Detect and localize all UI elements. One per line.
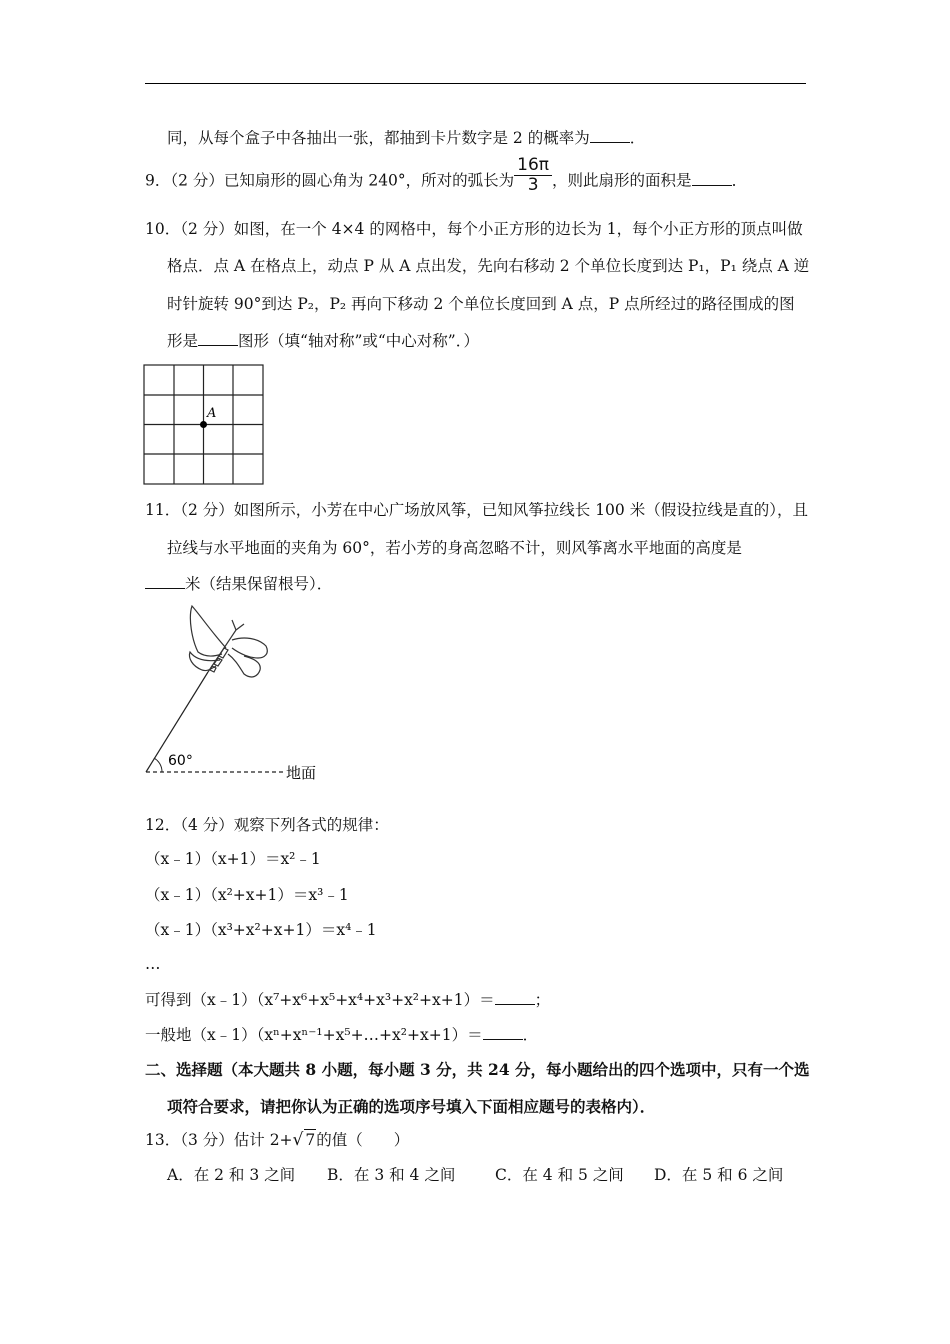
answer-blank[interactable]: [483, 1025, 523, 1040]
point-a-dot: [200, 421, 207, 428]
answer-blank[interactable]: [692, 171, 732, 186]
equation-2: （x﹣1）（x²+x+1）＝x³﹣1: [145, 886, 349, 904]
angle-label: 60°: [168, 753, 193, 769]
question-11-line2: 拉线与水平地面的夹角为 60°，若小芳的身高忽略不计，则风筝离水平地面的高度是: [167, 539, 742, 557]
sqrt-icon: √: [292, 1130, 304, 1150]
grid-figure: [143, 364, 265, 486]
kite-figure: [140, 600, 360, 785]
point-a-label: A: [207, 406, 217, 421]
question-9: 9．（2 分）已知扇形的圆心角为 240°，所对的弧长为 $\frac{16\pi}{3}$ ，则此扇形的面积是 ．: [145, 155, 748, 195]
question-10-line3: 时针旋转 90°到达 P₂，P₂ 再向下移动 2 个单位长度回到 A 点，P 点所经过的路径围成的图: [167, 295, 795, 313]
answer-blank[interactable]: [198, 331, 238, 346]
option-d[interactable]: D．在 5 和 6 之间: [654, 1166, 784, 1184]
question-12-ask-2: 一般地（x﹣1）（xⁿ+xⁿ⁻¹+x⁵+…+x²+x+1）＝ ．: [145, 1026, 539, 1044]
question-13: 13．（3 分）估计 2+√ 7的值（ ）: [145, 1130, 410, 1150]
option-b[interactable]: B．在 3 和 4 之间: [327, 1166, 456, 1184]
section-2-heading-line2: 项符合要求，请把你认为正确的选项序号填入下面相应题号的表格内）．: [167, 1097, 656, 1116]
equation-1: （x﹣1）（x+1）＝x²﹣1: [145, 850, 321, 868]
radicand: 7: [305, 1131, 316, 1149]
option-c[interactable]: C．在 4 和 5 之间: [495, 1166, 624, 1184]
question-12-ask-1: 可得到（x﹣1）（x⁷+x⁶+x⁵+x⁴+x³+x²+x+1）＝ ；: [145, 991, 551, 1009]
header-rule: [145, 83, 806, 84]
question-10-line2: 格点．点 A 在格点上，动点 P 从 A 点出发，先向右移动 2 个单位长度到达 P₁，P₁ 绕点 A 逆: [167, 257, 810, 275]
option-a[interactable]: A．在 2 和 3 之间: [167, 1166, 296, 1184]
butterfly-kite-icon: [190, 606, 268, 677]
answer-blank[interactable]: [590, 128, 630, 143]
question-11-line3: 米（结果保留根号）．: [145, 574, 332, 594]
ground-label: 地面: [286, 764, 317, 782]
ellipsis: …: [145, 955, 161, 973]
section-2-heading-line1: 二、选择题（本大题共 8 小题，每小题 3 分，共 24 分，每小题给出的四个选项中，只有一个选: [145, 1060, 810, 1079]
q8-continuation: 同，从每个盒子中各抽出一张，都抽到卡片数字是 2 的概率为 ．: [167, 129, 646, 147]
question-12-title: 12．（4 分）观察下列各式的规律：: [145, 816, 389, 834]
answer-blank[interactable]: [145, 574, 185, 589]
question-10-line1: 10．（2 分）如图，在一个 4×4 的网格中，每个小正方形的边长为 1，每个小正方形的顶点叫做: [145, 220, 803, 238]
angle-arc: [154, 758, 162, 772]
question-10-line4: 形是 图形（填“轴对称”或“中心对称”．）: [167, 332, 479, 350]
arc-length-fraction: $\frac{16\pi}{3}$: [514, 156, 552, 195]
question-11-line1: 11．（2 分）如图所示，小芳在中心广场放风筝，已知风筝拉线长 100 米（假设拉线是直的），且: [145, 501, 808, 519]
answer-blank[interactable]: [495, 990, 535, 1005]
equation-3: （x﹣1）（x³+x²+x+1）＝x⁴﹣1: [145, 921, 377, 939]
